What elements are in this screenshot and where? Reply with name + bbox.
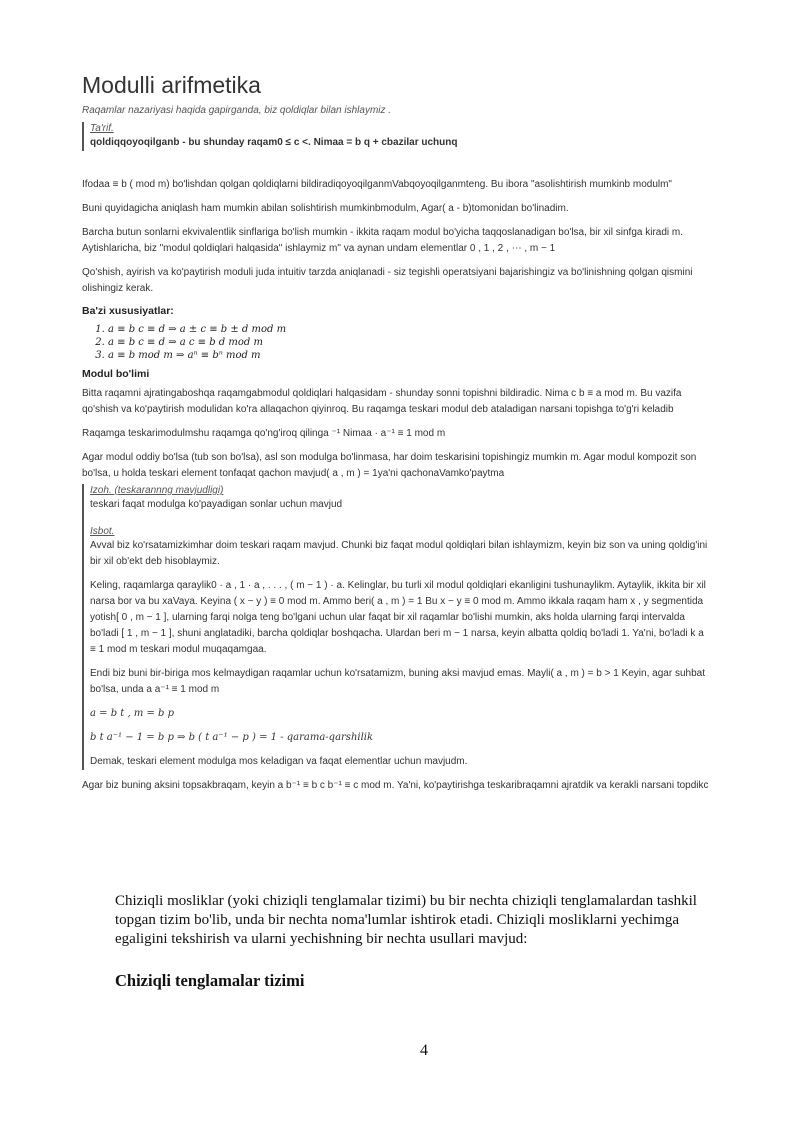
property-item: 3. a ≡ b mod m ⇒ aⁿ ≡ bⁿ mod m [108,349,712,362]
proof-paragraph-1: Avval biz ko'rsatamizkimhar doim teskari raqam mavjud. Chunki biz faqat modul qoldiqlari bilan ishlaymizm, keyin biz son va uning qoldig'ini bir xil ob'ekt deb hisoblaymiz. [90,540,708,567]
page-number: 4 [420,1042,428,1059]
proof-paragraph-2: Keling, raqamlarga qaraylik0 · a , 1 · a , . . . , ( m − 1 ) · a. Kelinglar, bu turli xil modul qoldiqlari ekanligini tushunaylikm. Aytaylik, ikkita bir xil narsa bor va bu xaVaya. Keyina ( x − y ) ≡ 0 mod m. Ammo beri( a , m ) = 1 Bu x − y ≡ 0 mod m. Ammo ikkala raqam ham x , y segmentida yotish[ 0 , m − 1 ], ularning farqi nolga teng bo'lgani uchun ular faqat bir xil raqamlar bo'lishi mumkin, aks holda ularning farqi intervalda bo'ladi [ 1 , m − 1 ], shuni anglatadiki, barcha qoldiqlar boshqacha. Ulardan beri m − 1 narsa, keyin albatta qoldiq bo'ladi 1. Ya'ni, bo'ladi k a ≡ 1 mod m teskari modul muqaqamgaa. [90,580,706,655]
proof-paragraph-3: Endi biz buni bir-biriga mos kelmaydigan raqamlar uchun ko'rsatamizm, buning aksi mavjud emas. Mayli( a , m ) = b > 1 Keyin, agar suhbat bo'lsa, unda a a⁻¹ ≡ 1 mod m [90,668,705,695]
definition-label: Ta'rif. [90,123,114,134]
paragraph-operations: Qo'shish, ayirish va ko'paytirish moduli juda intuitiv tarzda aniqlanadi - siz tegishli operatsiyani bajarishingiz va bo'linishning qolgan qismini olishingiz kerak. [82,267,693,294]
paragraph-comparison: Buni quyidagicha aniqlash ham mumkin abilan solishtirish mumkinbmodulm, Agar( a - b)tomonidan bo'linadim. [82,203,569,214]
note-block [82,484,712,770]
body-paragraph: Chiziqli mosliklar (yoki chiziqli tenglamalar tizimi) bu bir nechta chiziqli tenglamalardan tashkil topgan tizim bo'lib, unda bir nechta noma'lumlar ishtirok etadi. Chiziqli mosliklarni yechimga egaligini tekshirish va ularni yechishning bir nechta usullari mavjud: [115,893,697,947]
proof-equation-2: b t a⁻¹ − 1 = b p ⇒ b ( t a⁻¹ − p ) = 1 - qarama-qarshilik [90,732,374,743]
paragraph-congruence: Ifodaa ≡ b ( mod m) bo'lishdan qolgan qoldiqlarni bildiradiqoyoqilganmVabqoyoqilganmteng. Bu ibora "asolishtirish mumkinb modulm" [82,179,672,190]
definition-text: qoldiqqoyoqilganb - bu shunday raqam0 ≤ c <. Nimaa = b q + cbazilar uchunq [90,137,458,148]
definition-block [82,122,712,151]
division-heading: Modul bo'limi [82,368,150,380]
properties-heading: Ba'zi xususiyatlar: [82,305,174,317]
scanned-screenshot [82,72,712,802]
paragraph-prime-modulus: Agar modul oddiy bo'lsa (tub son bo'lsa), asl son modulga bo'linmasa, har doim teskarisini topishingiz mumkin m. Agar modul kompozit son bo'lsa, u holda teskari element tonfaqat qachon mavjud( a , m ) = 1ya'ni qachonaVamko'paytma [82,452,697,479]
paragraph-conclusion: Agar biz buning aksini topsakbraqam, keyin a b⁻¹ ≡ b c b⁻¹ ≡ c mod m. Ya'ni, ko'paytirishga teskaribraqamni ajratdik va kerakli narsani topdikc [82,780,709,791]
property-item: 2. a ≡ b c ≡ d ⇒ a c ≡ b d mod m [108,336,712,349]
paragraph-division: Bitta raqamni ajratingaboshqa raqamgabmodul qoldiqlari halqasidam - shunday sonni topishni bildiradic. Nima c b ≡ a mod m. Bu vazifa qo'shish va ko'paytirish modulidan ko'ra allaqachon qiyinroq. Bu raqamga teskari modul deb ataladigan narsani topishga to'g'ri keladib [82,388,682,415]
proof-equation-1: a = b t , m = b p [90,708,175,719]
paragraph-classes: Barcha butun sonlarni ekvivalentlik sinflariga bo'lish mumkin - ikkita raqam modul bo'yicha taqqoslanadigan bo'lsa, bir xil sinfga kiradi m. Aytishlaricha, biz "modul qoldiqlari halqasida" ishlaymiz m" va aynan undam elementlar 0 , 1 , 2 , ⋯ , m − 1 [82,227,684,254]
scan-title: Modulli arifmetika [82,72,261,98]
section-heading: Chiziqli tenglamalar tizimi [115,971,305,990]
scan-intro: Raqamlar nazariyasi haqida gapirganda, biz qoldiqlar bilan ishlaymiz . [82,105,392,116]
paragraph-inverse: Raqamga teskarimodulmshu raqamga qo'ng'iroq qilinga ⁻¹ Nimaa · a⁻¹ ≡ 1 mod m [82,428,446,439]
proof-paragraph-4: Demak, teskari element modulga mos keladigan va faqat elementlar uchun mavjudm. [90,756,468,767]
note-text: teskari faqat modulga ko'payadigan sonlar uchun mavjud [90,499,343,510]
note-label: Izoh. (teskarannng mavjudligi) [90,485,224,496]
proof-label: Isbot. [90,526,115,537]
properties-list [108,323,712,362]
property-item: 1. a ≡ b c ≡ d ⇒ a ± c ≡ b ± d mod m [108,323,712,336]
